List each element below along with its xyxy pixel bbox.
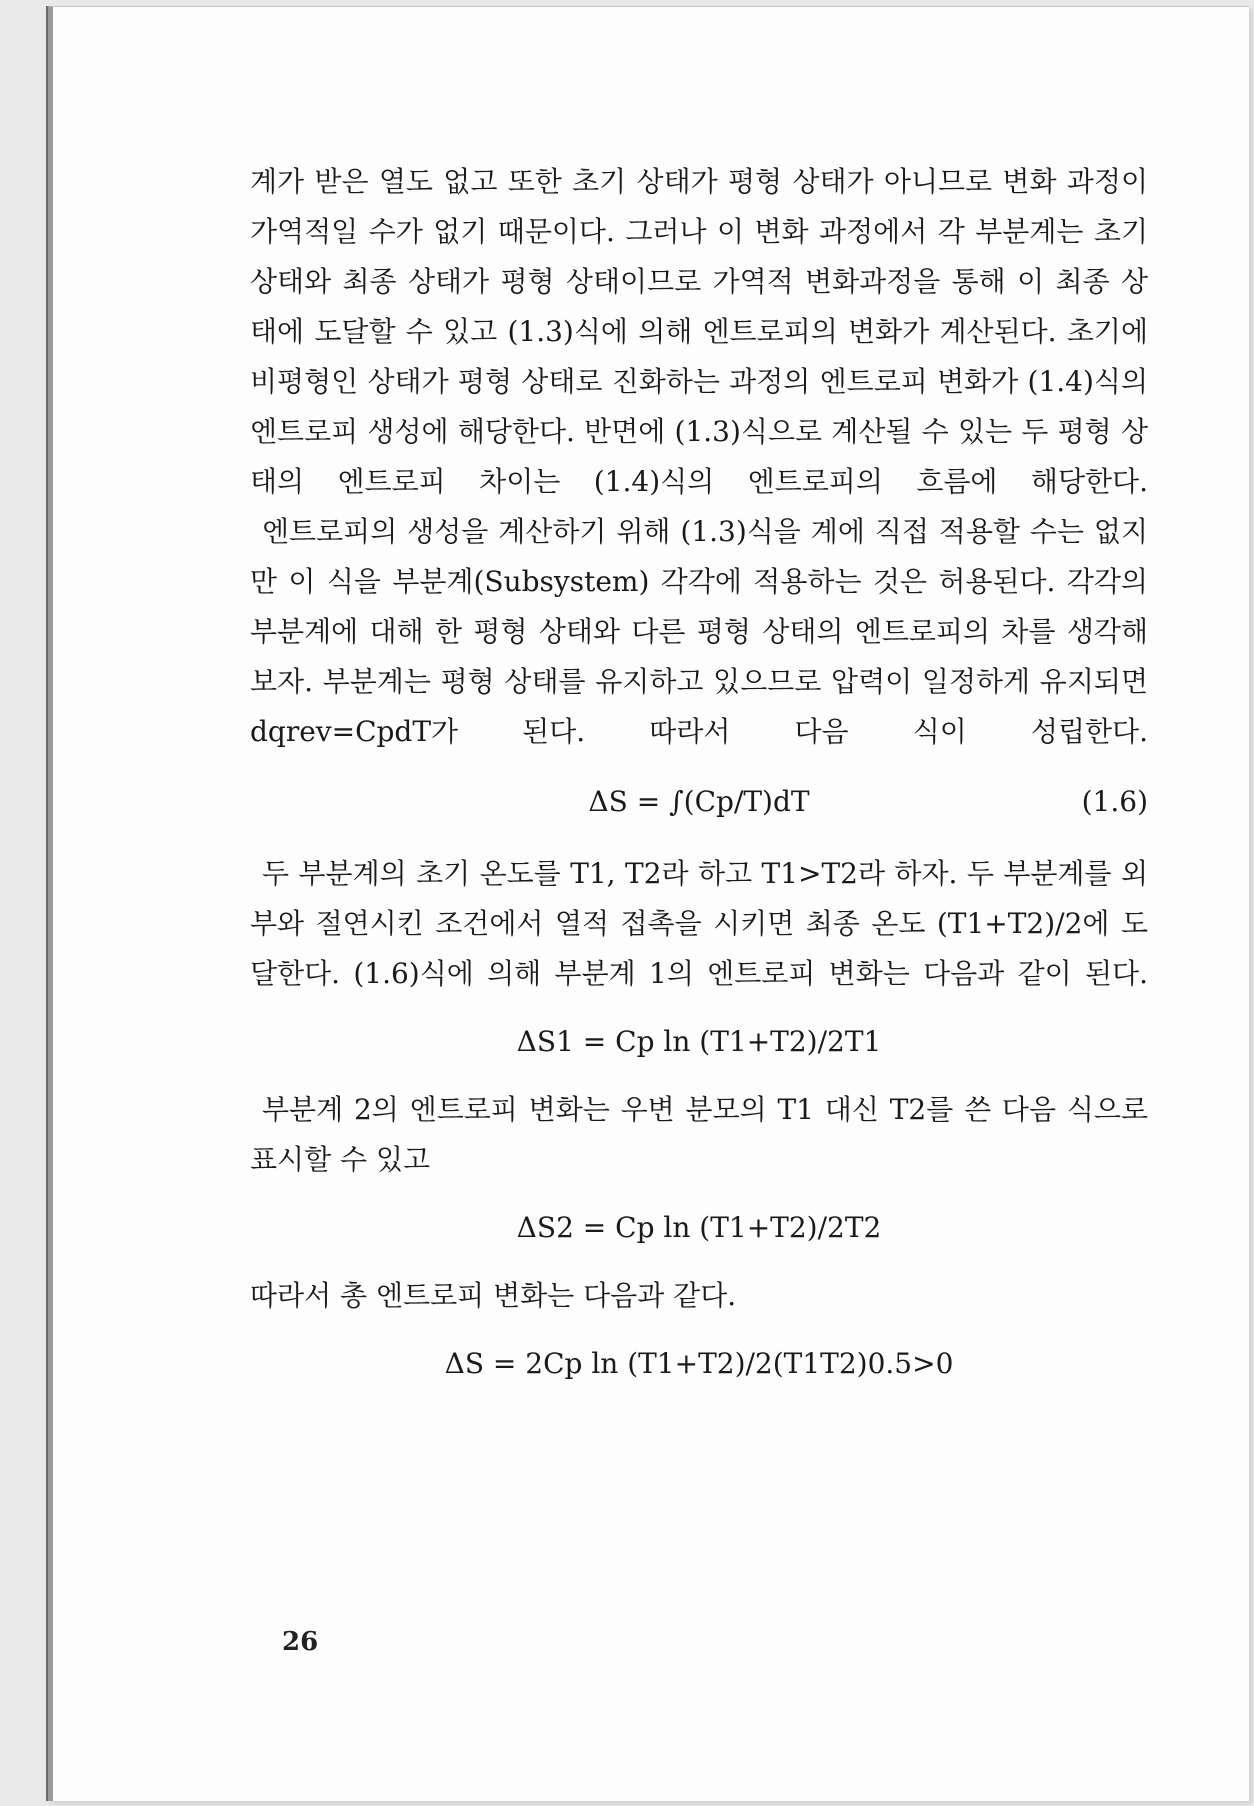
paragraph-3: 두 부분계의 초기 온도를 T1, T2라 하고 T1>T2라 하자. 두 부분계를 외부와 절연시킨 조건에서 열적 접촉을 시키면 최종 온도 (T1+T2)/2에 도달한다. (1.6)식에 의해 부분계 1의 엔트로피 변화는 다음과 같이 된다. — [250, 857, 1148, 990]
page-body — [250, 157, 1148, 1407]
paragraph-2: 엔트로피의 생성을 계산하기 위해 (1.3)식을 계에 직접 적용할 수는 없지만 이 식을 부분계(Subsystem) 각각에 적용하는 것은 허용된다. 각각의 부분계에 대해 한 평형 상태와 다른 평형 상태의 엔트로피의 차를 생각해 보자. 부분계는 평형 상태를 유지하고 있으므로 압력이 일정하게 유지되면 dqrev=CpdT가 된다. 따라서 다음 식이 성립한다. — [250, 515, 1148, 748]
equation-total-entropy: ΔS = 2Cp ln (T1+T2)/2(T1T2)0.5>0 — [444, 1347, 954, 1380]
equation-1-6 — [250, 777, 1148, 827]
page-number: 26 — [282, 1627, 319, 1657]
equation-1-6-body: ΔS = ∫(Cp/T)dT — [588, 785, 810, 818]
equation-delta-s2: ΔS2 = Cp ln (T1+T2)/2T2 — [516, 1211, 882, 1244]
paragraph-1: 계가 받은 열도 없고 또한 초기 상태가 평형 상태가 아니므로 변화 과정이 가역적일 수가 없기 때문이다. 그러나 이 변화 과정에서 각 부분계는 초기 상태와 최종 상태가 평형 상태이므로 가역적 변화과정을 통해 이 최종 상태에 도달할 수 있고 (1.3)식에 의해 엔트로피의 변화가 계산된다. 초기에 비평형인 상태가 평형 상태로 진화하는 과정의 엔트로피 변화가 (1.4)식의 엔트로피 생성에 해당한다. 반면에 (1.3)식으로 계산될 수 있는 두 평형 상태의 엔트로피 차이는 (1.4)식의 엔트로피의 흐름에 해당한다. — [250, 165, 1148, 498]
equation-delta-s1: ΔS1 = Cp ln (T1+T2)/2T1 — [516, 1025, 882, 1058]
paragraph-4: 부분계 2의 엔트로피 변화는 우변 분모의 T1 대신 T2를 쓴 다음 식으로 표시할 수 있고 — [250, 1093, 1148, 1176]
paragraph-5: 따라서 총 엔트로피 변화는 다음과 같다. — [250, 1279, 737, 1312]
book-page — [48, 6, 1249, 1801]
equation-number: (1.6) — [1081, 785, 1148, 818]
